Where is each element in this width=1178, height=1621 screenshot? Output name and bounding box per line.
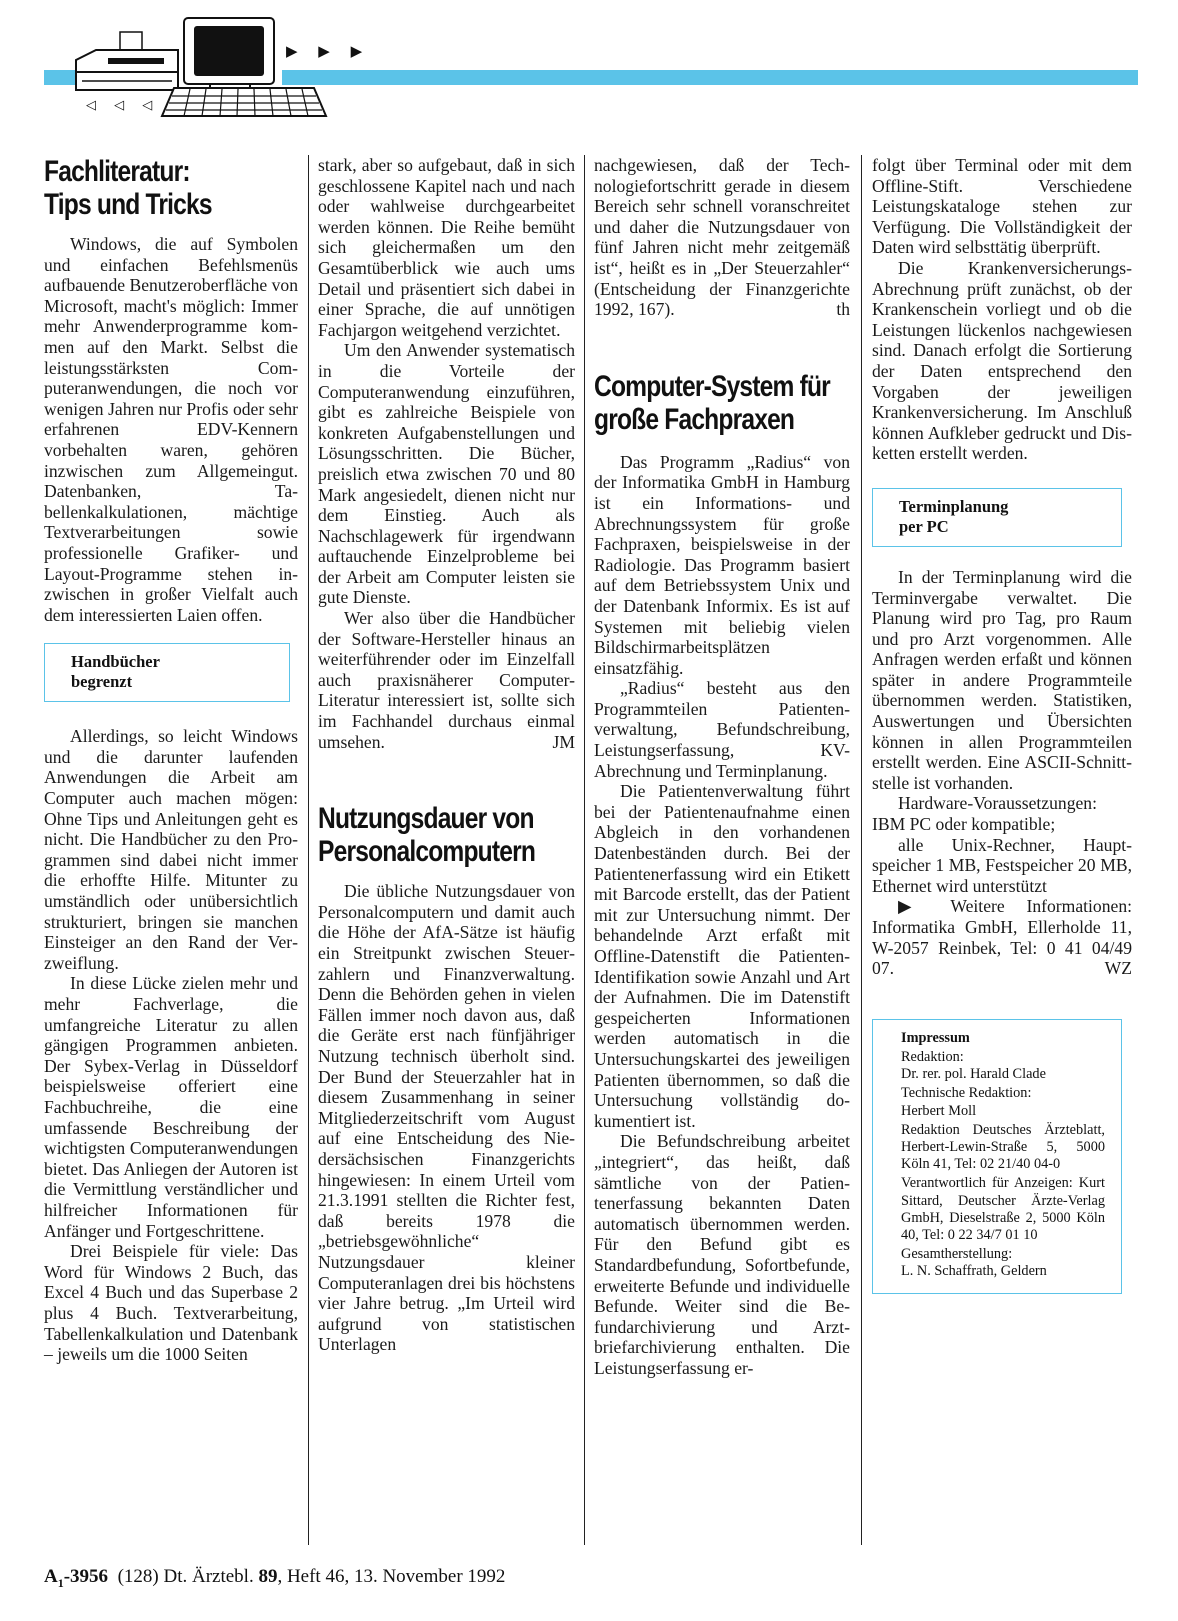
article-paragraph: folgt über Terminal oder mit dem Offline-Stift. Verschiedene Leistungskataloge stehen zur Verfügung. Die Vollständigkeit der Daten wird selbsttätig überprüft. [872,155,1132,258]
keyboard-icon [160,86,328,120]
page-sub: 1 [57,1575,64,1590]
article-paragraph: Die Patientenverwaltung führt bei der Patientenaufnahme einen Abgleich in den vorhandenen Datenbeständen durch. Bei der Patientenerfassung wird ein Etikett mit Barcode erstellt, das der Patient mit zur Untersuchung nimmt. Der behandelnde Arzt erfaßt mit Offline-Datenstift die Patienten-Identifikation sowie Anzahl und Art der Aufnahmen. Die im Datenstift gespeicherten Informationen werden automatisch in die Untersuchungskartei des jeweiligen Patienten übernommen, so daß die Untersuchung vollständig dokumentiert ist. [594,781,850,1131]
impressum-line: Herbert Moll [901,1102,977,1119]
headline-line: Fachliteratur: [44,155,190,188]
article-paragraph: In diese Lücke zielen mehr und mehr Fachverlage, die umfangreiche Literatur zu allen gängigen Programmen anbieten. Der Sybex-Verlag in Düsseldorf beispielsweise offeriert eine Fachbuchreihe, die eine umfassende Beschreibung der wichtigsten Computeranwendungen bietet. Das Anliegen der Autoren ist die Vermittlung verständlicher und hilfreicher Informationen für Anfänger und Fortgeschrittene. [44,973,298,1241]
article-paragraph: „Radius“ besteht aus den Programmteilen Patientenverwaltung, Befundschreibung, Leistungserfassung, KV-Abrechnung und Terminplanung. [594,678,850,781]
article-text: nachgewiesen, daß der Technologiefortschritt gerade in diesem Bereich sehr schnell voranschreitet und daher die Nutzungsdauer von fünf Jahren nicht mehr zeitgemäß ist“, heißt es in „Der Steuerzahler“ (Entscheidung der Finanzgerichte 1992, 167). [594,155,850,320]
article-paragraph: Das Programm „Radius“ von der Informatika GmbH in Hamburg ist ein Informations- und Abrechnungssystem für große Fachpraxen, beispielsweise in der Radiologie. Das Programm basiert auf dem Betriebssystem Unix und der Datenbank Informix. Es ist auf Systemen mit beliebig vielen Bildschirmarbeitsplätzen einsatzfähig. [594,451,850,678]
column-1 [44,155,298,1365]
impressum-line: Redaktion: [901,1048,964,1065]
article-paragraph: Drei Beispiele für viele: Das Word für Windows 2 Buch, das Excel 4 Buch und das Superbase 2 plus 4 Buch. Textverarbeitung, Tabellenkalkulation und Datenbank – jeweils um die 1000 Seiten [44,1241,298,1365]
author-signature: th [836,299,850,320]
author-signature: JM [552,731,575,752]
author-signature: WZ [1104,958,1132,979]
headline-line: Tips und Tricks [44,188,212,221]
article-paragraph [594,155,850,320]
impressum-line: Gesamtherstellung: [901,1246,1013,1263]
article-paragraph: Hardware-Voraussetzungen: IBM PC oder kompatible; [872,793,1097,835]
page-number: -3956 [63,1566,109,1587]
article-paragraph: stark, aber so aufgebaut, daß in sich geschlossene Kapitel nach und nach oder wahlweise durchgearbeitet werden können. Die Reihe bemüht sich gleichermaßen um den Gesamtüberblick wie auch ums Detail und präsentiert sich dabei in einer Sprache, die auf unnötigen Fachjargon weitgehend verzichtet. [318,155,575,340]
impressum-line: Redaktion Deutsches Ärzteblatt, Herbert-Lewin-Straße 5, 5000 Köln 41, Tel: 02 21/40 04-0 [901,1121,1105,1173]
article-paragraph: Die Befundschreibung arbeitet „integriert“, das heißt, daß sämtliche von der Patientenerfassung bekannten Daten automatisch übernommen werden. Für den Befund gibt es Standardbefundung, Sofortbefunde, erweiterte Befunde und individuelle Befunde. Weiter sind die Befundarchivierung und Arztbriefarchivierung enthalten. Die Leistungserfassung er- [594,1131,850,1378]
article-paragraph: alle Unix-Rechner, Hauptspeicher 1 MB, Festspeicher 20 MB, Ethernet wird unterstützt [872,834,1132,896]
arrows-left-icon: ◁ ◁ ◁ [86,98,160,113]
subhead-box-handbuecher [44,643,290,702]
column-divider [308,155,309,1545]
subhead-line: Terminplanung [899,496,1009,516]
article-paragraph [872,896,1132,978]
column-divider [861,155,862,1545]
arrows-right-icon: ▶ ▶ ▶ [286,42,371,60]
issue-date: , Heft 46, 13. November 1992 [277,1566,506,1587]
article-paragraph: Die übliche Nutzungsdauer von Personalcomputern und damit auch die Höhe der AfA-Sätze ist häufig ein Streitpunkt zwischen Steuerzahlern und Finanzverwaltung. Denn die Behörden gehen in vielen Fällen immer noch davon aus, daß die Geräte erst nach fünfjähriger Nutzung technisch überholt sind. Der Bund der Steuerzahler hat in diesem Zusammenhang in seiner Mitgliederzeitschrift vom August auf eine Entscheidung des Niedersächsischen Finanzgerichts hingewiesen: In einem Urteil vom 21.3.1991 stellten die Richter fest, daß bereits 1978 die „betriebsgewöhnliche“ Nutzungsdauer kleiner Computeranlagen drei bis höchstens vier Jahre betrug. „Im Urteil wird aufgrund von statistischen Unterlagen [318,881,575,1355]
article-paragraph: Um den Anwender systematisch in die Vorteile der Computeranwendung einzuführen, gibt es zahlreiche Beispiele von konkreten Aufgabenstellungen und Lösungsschritten. Die Bücher, preislich etwa zwischen 70 und 80 Mark angesiedelt, dienen nicht nur dem Einstieg. Auch als Nachschlagewerk für irgendwann auftauchende Einzelprobleme bei der Arbeit am Computer leisten sie gute Dienste. [318,340,575,608]
page-footer [44,1566,505,1591]
subhead-line: Handbücher [71,652,160,672]
page-prefix: A [44,1566,58,1587]
headline-line: Computer-System für [594,369,830,403]
headline-nutzungsdauer [318,802,536,869]
headline-line: Personalcomputern [318,835,536,869]
impressum-line: Dr. rer. pol. Harald Clade [901,1066,1046,1083]
article-text: Wer also über die Handbücher der Software-Hersteller hinaus an weiterführender oder im Einzelfall auch praxisnäherer Computer-Literatur interessiert ist, sollte sich im Fachhandel durchaus einmal umsehen. [318,608,575,752]
column-3 [594,155,850,1378]
article-paragraph: Allerdings, so leicht Windows und die darunter laufenden Anwendungen die Arbeit am Computer auch machen mögen: Ohne Tips und Anleitungen geht es nicht. Die Handbücher zu den Programmen sind dabei nicht immer die erhoffte Hilfe. Mitunter zu umständlich oder unübersichtlich strukturiert, bringen sie manchen Einsteiger an den Rand der Verzweiflung. [44,726,298,973]
contact-info: ▶ Weitere Informationen: Informatika GmbH, Ellerholde 11, W-2057 Reinbek, Tel: 0 41 04/49 07. [872,896,1132,979]
impressum-line: L. N. Schaffrath, Geldern [901,1263,1047,1280]
volume-number: 89 [258,1566,278,1587]
article-paragraph [318,608,575,752]
headline-computer-system [594,369,830,436]
subhead-box-terminplanung [872,488,1122,547]
column-divider [584,155,585,1545]
impressum-box [872,1019,1122,1294]
impressum-title: Impressum [901,1029,970,1046]
subhead-line: per PC [899,516,949,536]
article-paragraph: Windows, die auf Symbolen und einfachen Befehlsmenüs aufbauende Benutzeroberfläche von Microsoft, macht's möglich: Immer mehr Anwenderprogramme kommen auf den Markt. Selbst die leistungsstärksten Computeranwendungen, die noch vor wenigen Jahren nur Profis oder sehr erfahrenen EDV-Kennern vorbehalten waren, gehören inzwischen zum Allgemeingut. Datenbanken, Tabellenkalkulationen, mächtige Textverarbeitungen sowie professionelle Grafiker- und Layout-Programme stehen inzwischen in großer Vielfalt auch dem interessierten Laien offen. [44,234,299,625]
headline-line: Nutzungsdauer von [318,802,534,836]
article-paragraph: Die Krankenversicherungs-Abrechnung prüft zunächst, ob der Krankenschein vorliegt und ob die Leistungen lückenlos nachgewiesen sind. Danach erfolgt die Sortierung der Daten entsprechend den Vorgaben der jeweiligen Krankenversicherung. Im Anschluß können Aufkleber gedruckt und Disketten erstellt werden. [872,257,1132,464]
impressum-line: Verantwortlich für Anzeigen: Kurt Sittard, Deutscher Ärzte-Verlag GmbH, Dieselstraße 2, 5000 Köln 40, Tel: 0 22 34/7 01 10 [901,1175,1105,1244]
headline-fachliteratur [44,155,252,221]
headline-line: große Fachpraxen [594,402,795,436]
subhead-line: begrenzt [71,672,133,692]
impressum-line: Technische Redaktion: [901,1085,1032,1102]
column-2 [318,155,575,1355]
issue-info: (128) Dt. Ärztebl. [117,1566,254,1587]
column-4 [872,155,1132,1294]
article-paragraph: In der Terminplanung wird die Terminvergabe verwaltet. Die Planung wird pro Tag, pro Raum und pro Arzt vorgenommen. Alle Anfragen werden erfaßt und können später in andere Programmteile übernommen werden. Statistiken, Auswertungen und Übersichten können in allen Programmteilen erstellt werden. Eine ASCII-Schnittstelle ist vorhanden. [872,566,1132,793]
